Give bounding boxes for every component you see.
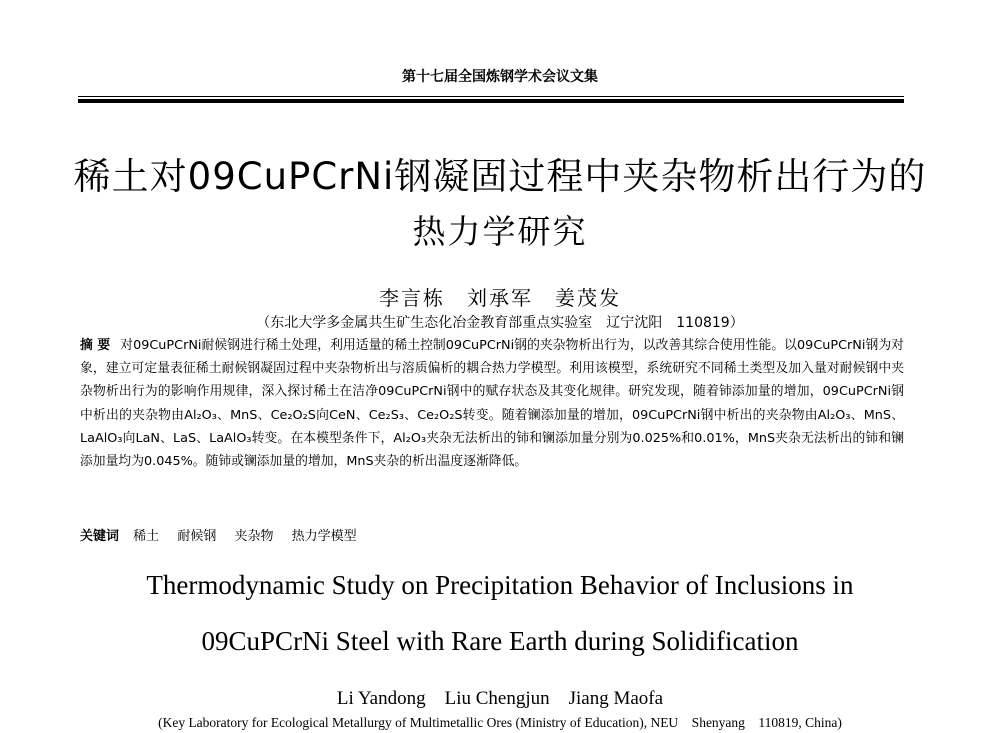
keywords-cn	[80, 525, 904, 544]
paper-title-en-line1: Thermodynamic Study on Precipitation Behavior of Inclusions in	[146, 570, 854, 600]
authors-cn: 李言栋 刘承军 姜茂发	[379, 286, 621, 310]
paper-title-cn-line2: 热力学研究	[412, 212, 588, 251]
keyword-item: 稀土	[133, 529, 160, 544]
affiliation-cn: （东北大学多金属共生矿生态化冶金教育部重点实验室 辽宁沈阳 110819）	[256, 315, 744, 331]
keyword-item: 夹杂物	[234, 529, 274, 544]
authors-en: Li Yandong Liu Chengjun Jiang Maofa	[336, 688, 664, 709]
paper-title-en-line2: 09CuPCrNi Steel with Rare Earth during Solidification	[201, 626, 799, 656]
keyword-item: 热力学模型	[291, 529, 357, 544]
running-header: 第十七届全国炼钢学术会议文集	[402, 69, 598, 85]
header-rule-thick	[78, 99, 904, 103]
affiliation-en: (Key Laboratory for Ecological Metallurgy of Multimetallic Ores (Ministry of Education), NEU Shenyang 110819, China)	[158, 715, 842, 730]
abstract-cn	[80, 334, 904, 473]
header-rule-thin	[78, 96, 904, 97]
keyword-item: 耐候钢	[177, 529, 217, 544]
paper-title-cn-line1: 稀土对09CuPCrNi钢凝固过程中夹杂物析出行为的	[73, 155, 927, 198]
keywords-label: 关键词	[80, 529, 120, 544]
abstract-text: 对09CuPCrNi耐候钢进行稀土处理，利用适量的稀土控制09CuPCrNi钢的夹杂物析出行为，以改善其综合使用性能。以09CuPCrNi钢为对象，建立可定量表征稀土耐候钢凝固过程中夹杂物析出与溶质偏析的耦合热力学模型。利用该模型，系统研究不同稀土类型及加入量对耐候钢中夹杂物析出行为的影响作用规律，深入探讨稀土在洁净09CuPCrNi钢中的赋存状态及其变化规律。研究发现，随着铈添加量的增加，09CuPCrNi钢中析出的夹杂物由Al₂O₃、MnS、Ce₂O₂S向CeN、Ce₂S₃、Ce₂O₂S转变。随着镧添加量的增加，09CuPCrNi钢中析出的夹杂物由Al₂O₃、MnS、LaAlO₃向LaN、LaS、LaAlO₃转变。在本模型条件下，Al₂O₃夹杂无法析出的铈和镧添加量分别为0.025%和0.01%，MnS夹杂无法析出的铈和镧添加量均为0.045%。随铈或镧添加量的增加，MnS夹杂的析出温度逐渐降低。	[80, 338, 904, 470]
abstract-label: 摘 要	[80, 338, 111, 353]
